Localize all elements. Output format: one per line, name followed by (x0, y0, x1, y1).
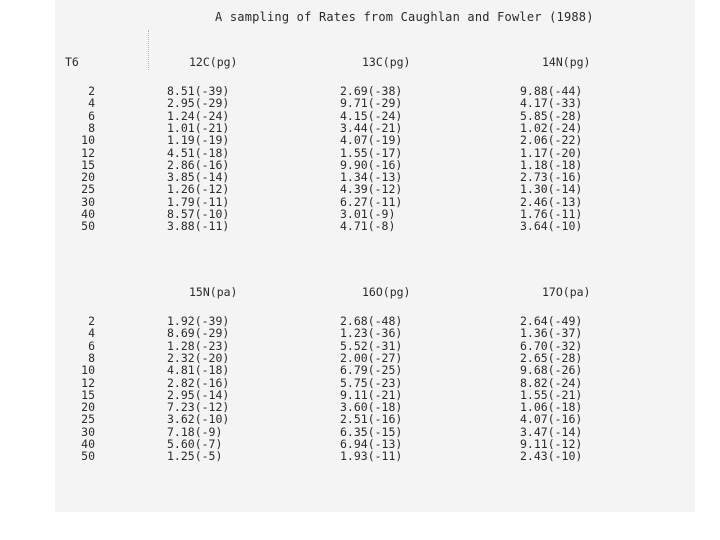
rate-value-cell: 1.18(-18) (520, 157, 583, 172)
rate-value-cell: 2.95(-14) (167, 387, 230, 402)
temperature-cell: 40 (81, 207, 95, 221)
rate-value-cell: 2.06(-22) (520, 133, 583, 148)
temperature-cell: 10 (81, 133, 95, 148)
temperature-cell: 15 (81, 387, 95, 402)
rate-value-cell: 1.26(-12) (167, 182, 230, 197)
rate-value-cell: 6.70(-32) (520, 338, 583, 353)
column-header: 16O(pg) (362, 285, 411, 299)
column-header: 12C(pg) (189, 55, 238, 69)
rate-value-cell: 1.28(-23) (167, 338, 230, 353)
temperature-cell: 15 (81, 157, 95, 172)
temperature-cell: 2 (88, 314, 95, 328)
rate-value-cell: 2.86(-16) (167, 157, 230, 172)
rate-value-cell: 5.60(-7) (167, 437, 223, 451)
rate-value-cell: 1.93(-11) (340, 449, 403, 464)
temperature-cell: 25 (81, 412, 95, 427)
rate-value-cell: 1.92(-39) (167, 314, 230, 328)
rate-value-cell: 3.64(-10) (520, 219, 583, 234)
rate-value-cell: 5.85(-28) (520, 108, 583, 123)
rate-value-cell: 7.18(-9) (167, 424, 223, 439)
temperature-cell: 30 (81, 194, 95, 209)
temperature-cell: 50 (81, 219, 95, 234)
rate-value-cell: 4.71(-8) (340, 219, 396, 234)
temperature-cell: 4 (88, 96, 95, 111)
rate-value-cell: 9.88(-44) (520, 84, 583, 98)
rate-value-cell: 9.71(-29) (340, 96, 403, 111)
rate-value-cell: 1.55(-17) (340, 145, 403, 160)
rate-value-cell: 9.90(-16) (340, 157, 403, 172)
rate-value-cell: 3.88(-11) (167, 219, 230, 234)
rate-value-cell: 3.85(-14) (167, 170, 230, 185)
temperature-cell: 8 (88, 350, 95, 365)
rate-value-cell: 8.57(-10) (167, 207, 230, 221)
rate-value-cell: 4.07(-16) (520, 412, 583, 427)
rate-value-cell: 1.23(-36) (340, 326, 403, 341)
rate-value-cell: 1.30(-14) (520, 182, 583, 197)
column-header: 14N(pg) (542, 55, 591, 69)
rate-value-cell: 1.55(-21) (520, 387, 583, 402)
temperature-cell: 12 (81, 375, 95, 390)
rate-value-cell: 9.11(-12) (520, 437, 583, 451)
temperature-cell: 8 (88, 120, 95, 135)
rate-value-cell: 1.02(-24) (520, 120, 583, 135)
rate-value-cell: 8.82(-24) (520, 375, 583, 390)
temperature-cell: 10 (81, 363, 95, 378)
temperature-cell: 25 (81, 182, 95, 197)
rate-value-cell: 5.52(-31) (340, 338, 403, 353)
rate-value-cell: 1.17(-20) (520, 145, 583, 160)
scan-fold-mark (148, 30, 150, 70)
rate-value-cell: 9.11(-21) (340, 387, 403, 402)
rate-value-cell: 3.62(-10) (167, 412, 230, 427)
rate-value-cell: 6.35(-15) (340, 424, 403, 439)
rate-value-cell: 1.76(-11) (520, 207, 583, 221)
rate-value-cell: 3.60(-18) (340, 400, 403, 415)
rate-value-cell: 4.81(-18) (167, 363, 230, 378)
temperature-cell: 6 (88, 338, 95, 353)
rate-value-cell: 1.36(-37) (520, 326, 583, 341)
rate-value-cell: 8.69(-29) (167, 326, 230, 341)
rate-value-cell: 2.68(-48) (340, 314, 403, 328)
rate-value-cell: 7.23(-12) (167, 400, 230, 415)
temperature-cell: 20 (81, 170, 95, 185)
rate-value-cell: 1.34(-13) (340, 170, 403, 185)
rate-value-cell: 2.82(-16) (167, 375, 230, 390)
rate-value-cell: 2.65(-28) (520, 350, 583, 365)
scanned-rate-table (55, 0, 695, 512)
rate-value-cell: 2.69(-38) (340, 84, 403, 98)
rate-value-cell: 3.47(-14) (520, 424, 583, 439)
rate-value-cell: 1.25(-5) (167, 449, 223, 464)
rate-value-cell: 6.94(-13) (340, 437, 403, 451)
column-header: 17O(pa) (542, 285, 591, 299)
temperature-cell: 30 (81, 424, 95, 439)
rate-value-cell: 1.79(-11) (167, 194, 230, 209)
rate-value-cell: 4.07(-19) (340, 133, 403, 148)
rate-value-cell: 1.06(-18) (520, 400, 583, 415)
rate-value-cell: 6.27(-11) (340, 194, 403, 209)
column-header: 13C(pg) (362, 55, 411, 69)
rate-value-cell: 5.75(-23) (340, 375, 403, 390)
temperature-cell: 40 (81, 437, 95, 451)
temperature-cell: 20 (81, 400, 95, 415)
rate-value-cell: 1.01(-21) (167, 120, 230, 135)
rate-value-cell: 4.39(-12) (340, 182, 403, 197)
rate-value-cell: 2.32(-20) (167, 350, 230, 365)
temperature-cell: 4 (88, 326, 95, 341)
rate-value-cell: 2.73(-16) (520, 170, 583, 185)
temperature-cell: 6 (88, 108, 95, 123)
column-header: 15N(pa) (189, 285, 238, 299)
rate-value-cell: 2.46(-13) (520, 194, 583, 209)
rate-value-cell: 4.15(-24) (340, 108, 403, 123)
rate-value-cell: 4.51(-18) (167, 145, 230, 160)
rate-value-cell: 1.24(-24) (167, 108, 230, 123)
rate-value-cell: 1.19(-19) (167, 133, 230, 148)
rate-value-cell: 2.43(-10) (520, 449, 583, 464)
temperature-cell: 2 (88, 84, 95, 98)
rate-value-cell: 2.95(-29) (167, 96, 230, 111)
rate-value-cell: 2.64(-49) (520, 314, 583, 328)
table-title: A sampling of Rates from Caughlan and Fowler (1988) (215, 10, 594, 24)
rate-value-cell: 8.51(-39) (167, 84, 230, 98)
rate-value-cell: 4.17(-33) (520, 96, 583, 111)
rate-value-cell: 2.00(-27) (340, 350, 403, 365)
rate-value-cell: 6.79(-25) (340, 363, 403, 378)
t9-column-header: T6 (65, 55, 79, 69)
rate-value-cell: 3.44(-21) (340, 120, 403, 135)
temperature-cell: 12 (81, 145, 95, 160)
rate-value-cell: 2.51(-16) (340, 412, 403, 427)
temperature-cell: 50 (81, 449, 95, 464)
rate-value-cell: 9.68(-26) (520, 363, 583, 378)
rate-value-cell: 3.01(-9) (340, 207, 396, 221)
